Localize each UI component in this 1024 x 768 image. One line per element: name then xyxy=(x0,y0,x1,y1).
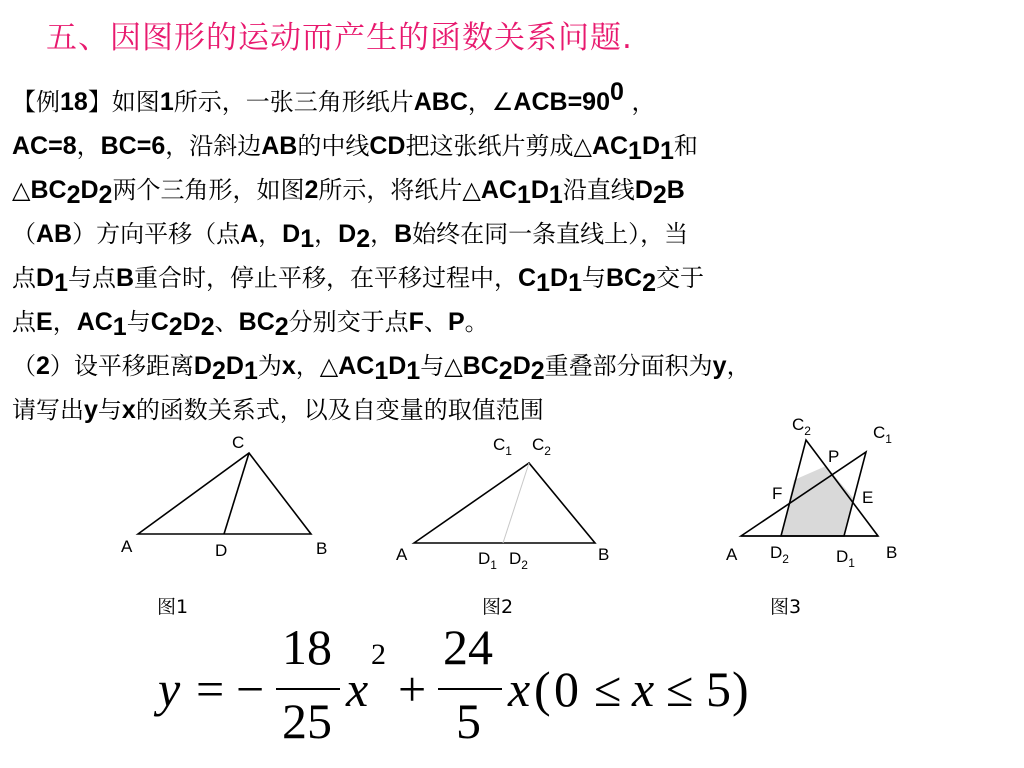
problem-line-8: 请写出y与x的函数关系式，以及自变量的取值范围 xyxy=(12,396,544,424)
formula-x1: x xyxy=(346,661,369,717)
section-title: 五、因图形的运动而产生的函数关系问题. xyxy=(46,20,633,56)
formula-denominator-1: 25 xyxy=(282,693,332,749)
problem-text xyxy=(12,80,1020,432)
problem-line-4: （AB）方向平移（点A，$D_1$，$D_2$，B始终在同一条直线上），当 xyxy=(12,220,689,253)
label-a: A xyxy=(726,545,738,564)
formula-zero: 0 xyxy=(554,661,579,717)
label-d1: $D_1$ xyxy=(836,547,855,570)
formula-equals: = xyxy=(196,661,225,717)
figure-3 xyxy=(741,440,878,536)
label-b: B xyxy=(886,543,898,562)
problem-line-5: 点$D_1$与点B重合时，停止平移，在平移过程中，$C_1D_1$与$BC_2$交于 xyxy=(12,264,704,297)
label-c1: $C_1$ xyxy=(873,423,892,446)
geometry-figures xyxy=(0,400,1024,600)
formula-numerator-2: 24 xyxy=(443,619,493,675)
formula-numerator-1: 18 xyxy=(282,619,332,675)
formula-plus: + xyxy=(398,661,427,717)
problem-line-7: （2）设平移距离$D_2D_1$为x，$\triangle AC_1D_1$与$\triangle BC_2D_2$重叠部分面积为y， xyxy=(12,352,751,385)
caption-figure-2: 图2 xyxy=(482,596,514,618)
answer-formula xyxy=(158,618,798,758)
label-d: D xyxy=(215,541,228,560)
label-c2: $C_2$ xyxy=(792,415,811,438)
label-p: P xyxy=(828,447,840,466)
label-b: B xyxy=(316,539,328,558)
formula-le-1: ≤ xyxy=(594,661,622,717)
formula-denominator-2: 5 xyxy=(456,693,481,749)
triangle-abc xyxy=(138,453,311,534)
cut-line xyxy=(503,463,529,543)
caption-figure-3: 图3 xyxy=(770,596,802,618)
label-d2: $D_2$ xyxy=(770,543,789,566)
median-cd xyxy=(224,453,249,534)
triangle-abc-2 xyxy=(414,463,595,543)
problem-line-2: AC=8，BC=6，沿斜边AB的中线CD把这张纸片剪成$\triangle AC_1D_1$和 xyxy=(12,132,698,165)
formula-le-2: ≤ xyxy=(666,661,694,717)
figure-1-labels xyxy=(121,433,327,560)
formula-x3: x xyxy=(632,661,655,717)
formula-minus: − xyxy=(236,661,265,717)
label-b: B xyxy=(598,545,610,564)
label-a: A xyxy=(396,545,408,564)
problem-line-1: 【例18】如图1所示，一张三角形纸片ABC，$\angle ACB=90^0$ ， xyxy=(12,78,656,116)
fraction-bar-1 xyxy=(276,688,340,690)
label-c: C xyxy=(232,433,245,452)
figure-2-labels xyxy=(396,435,609,572)
problem-line-3: $\triangle BC_2D_2$两个三角形，如图2所示，将纸片$\triangle AC_1D_1$沿直线$D_2B$ xyxy=(12,176,685,209)
fraction-bar-2 xyxy=(438,688,502,690)
label-e: E xyxy=(862,488,874,507)
formula-exponent: 2 xyxy=(371,638,386,671)
figure-1 xyxy=(138,453,311,534)
label-c1: $C_1$ xyxy=(493,435,512,458)
formula-x2: x xyxy=(508,661,531,717)
formula-right-paren: ) xyxy=(732,661,749,717)
figure-2 xyxy=(414,463,595,543)
problem-line-6: 点E，$AC_1$与$C_2D_2$、$BC_2$分别交于点F、P。 xyxy=(12,308,489,341)
label-c2: $C_2$ xyxy=(532,435,551,458)
formula-y: y xyxy=(158,661,181,717)
label-d2: $D_2$ xyxy=(509,549,528,572)
label-f: F xyxy=(772,484,783,503)
caption-figure-1: 图1 xyxy=(157,596,189,618)
formula-five: 5 xyxy=(706,661,731,717)
label-a: A xyxy=(121,537,133,556)
label-d1: $D_1$ xyxy=(478,549,497,572)
formula-left-paren: ( xyxy=(534,661,551,717)
